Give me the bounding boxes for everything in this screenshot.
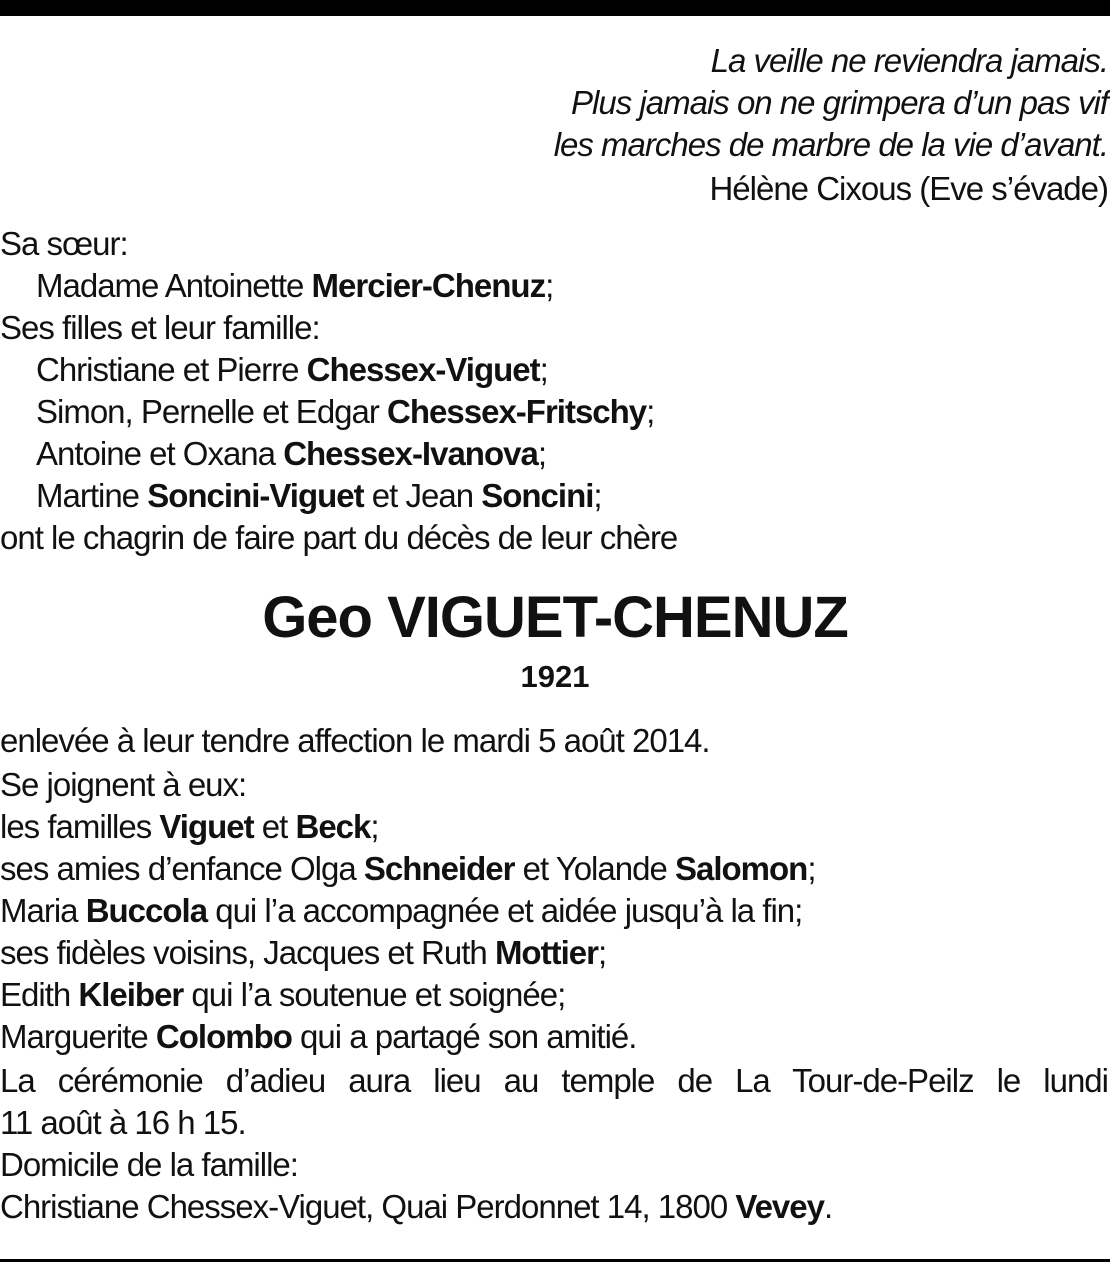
joiners-heading: Se joignent à eux: xyxy=(0,766,247,803)
joiner-line xyxy=(0,890,1110,932)
joiners-list xyxy=(0,764,1110,1058)
joiner-text: les familles xyxy=(0,808,160,845)
joiner-text: et Yolande xyxy=(514,850,675,887)
address-city: Vevey xyxy=(735,1188,824,1225)
joiner-line xyxy=(0,1016,1110,1058)
member-given-names: Christiane et Pierre xyxy=(36,351,307,388)
epigraph-author: Hélène Cixous (Eve s’évade) xyxy=(709,170,1108,207)
epigraph xyxy=(0,40,1108,210)
deceased-birth-year: 1921 xyxy=(520,659,590,694)
family-member xyxy=(0,349,1110,391)
joiner-line xyxy=(0,974,1110,1016)
family-member xyxy=(0,433,1110,475)
domicile-heading: Domicile de la famille: xyxy=(0,1146,298,1183)
punctuation: ; xyxy=(537,435,546,472)
family-member xyxy=(0,475,1110,517)
joiner-text: qui l’a soutenue et soignée; xyxy=(183,976,566,1013)
member-connector: et Jean xyxy=(363,477,482,514)
member-surname: Soncini xyxy=(481,477,594,514)
joiner-surname: Buccola xyxy=(85,892,208,929)
daughters-heading: Ses filles et leur famille: xyxy=(0,309,320,346)
punctuation: ; xyxy=(646,393,655,430)
joiner-surname: Mottier xyxy=(494,934,598,971)
member-surname: Chessex-Viguet xyxy=(306,351,540,388)
member-surname: Chessex-Fritschy xyxy=(387,393,647,430)
domicile-address xyxy=(0,1186,1110,1228)
joiner-surname: Kleiber xyxy=(78,976,184,1013)
member-surname: Mercier-Chenuz xyxy=(311,267,546,304)
family-member xyxy=(0,391,1110,433)
ceremony-line: La cérémonie d’adieu aura lieu au temple de La Tour-de-Peilz le lundi xyxy=(0,1062,1108,1099)
announcement-line: ont le chagrin de faire part du décès de leur chère xyxy=(0,519,678,556)
punctuation: ; xyxy=(539,351,548,388)
punctuation: ; xyxy=(593,477,602,514)
member-given-names: Madame Antoinette xyxy=(36,267,312,304)
epigraph-line: La veille ne reviendra jamais. xyxy=(710,42,1108,79)
member-surname: Soncini-Viguet xyxy=(147,477,364,514)
joiner-text: ses fidèles voisins, Jacques et Ruth xyxy=(0,934,495,971)
joiner-surname: Colombo xyxy=(155,1018,292,1055)
ceremony-info xyxy=(0,1060,1110,1228)
death-date-line: enlevée à leur tendre affection le mardi 5 août 2014. xyxy=(0,722,710,759)
punctuation: ; xyxy=(807,850,816,887)
joiner-line xyxy=(0,806,1110,848)
punctuation: ; xyxy=(545,267,554,304)
epigraph-line: Plus jamais on ne grimpera d’un pas vif xyxy=(571,84,1108,121)
joiner-text: Maria xyxy=(0,892,86,929)
deceased-name: Geo VIGUET-CHENUZ xyxy=(262,585,848,650)
obituary-notice xyxy=(0,40,1110,1228)
sister-heading: Sa sœur: xyxy=(0,225,128,262)
top-rule xyxy=(0,0,1110,16)
member-surname: Chessex-Ivanova xyxy=(283,435,538,472)
joiner-surname: Schneider xyxy=(363,850,515,887)
joiner-line xyxy=(0,848,1110,890)
member-given-names: Simon, Pernelle et Edgar xyxy=(36,393,388,430)
joiner-line xyxy=(0,932,1110,974)
joiner-surname: Viguet xyxy=(159,808,254,845)
member-given-names: Martine xyxy=(36,477,148,514)
punctuation: ; xyxy=(370,808,379,845)
family-list xyxy=(0,223,1110,559)
joiner-surname: Beck xyxy=(295,808,371,845)
joiner-text: ses amies d’enfance Olga xyxy=(0,850,364,887)
joiner-text: et xyxy=(253,808,296,845)
punctuation: ; xyxy=(597,934,607,971)
joiner-text: Edith xyxy=(0,976,79,1013)
member-given-names: Antoine et Oxana xyxy=(36,435,284,472)
punctuation: . xyxy=(824,1188,833,1225)
joiner-text: Marguerite xyxy=(0,1018,156,1055)
ceremony-time: 11 août à 16 h 15. xyxy=(0,1104,246,1141)
bottom-rule xyxy=(0,1259,1110,1262)
joiner-surname: Salomon xyxy=(674,850,808,887)
family-member xyxy=(0,265,1110,307)
joiner-text: qui l’a accompagnée et aidée jusqu’à la fin; xyxy=(207,892,803,929)
joiner-text: qui a partagé son amitié. xyxy=(291,1018,637,1055)
epigraph-line: les marches de marbre de la vie d’avant. xyxy=(553,126,1108,163)
address-text: Christiane Chessex-Viguet, Quai Perdonnet 14, 1800 xyxy=(0,1188,736,1225)
